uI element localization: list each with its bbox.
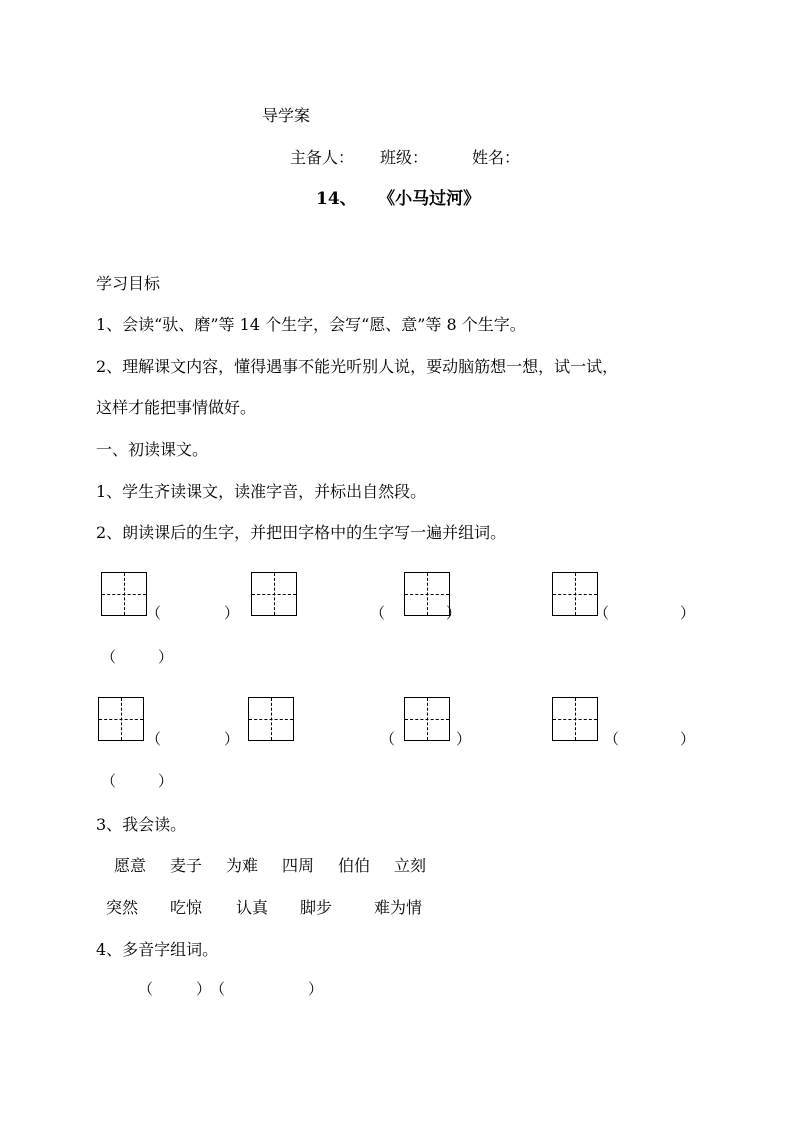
step-1: 1、学生齐读课文，读准字音，并标出自然段。: [96, 482, 427, 501]
paren-close: ）: [680, 730, 696, 748]
name-label: 姓名：: [472, 148, 521, 167]
paren-close: ）: [680, 604, 696, 622]
paren-open: （: [380, 730, 396, 748]
paren-close: ）: [224, 730, 240, 748]
step-4: 4、多音字组词。: [96, 940, 219, 959]
word: 麦子: [170, 856, 203, 875]
paren-close: ）: [158, 772, 174, 790]
preparer-label: 主备人：: [290, 148, 355, 167]
tianzige-box[interactable]: [248, 697, 294, 741]
word: 难为情: [374, 898, 423, 917]
paren-close: ）: [308, 980, 324, 998]
paren-close: ）: [158, 648, 174, 666]
paren-open: （: [594, 604, 610, 622]
word: 突然: [106, 898, 139, 917]
word: 认真: [236, 898, 269, 917]
paren-open: （: [101, 772, 117, 790]
step-3: 3、我会读。: [96, 815, 187, 834]
lesson-number: 14、: [316, 189, 357, 209]
word: 愿意: [114, 856, 147, 875]
paren-open: （: [101, 648, 117, 666]
tianzige-box[interactable]: [251, 572, 297, 616]
paren-open: （: [210, 980, 226, 998]
word: 四周: [282, 856, 315, 875]
tianzige-box[interactable]: [404, 697, 450, 741]
paren-open: （: [604, 730, 620, 748]
objective-2-line-2: 这样才能把事情做好。: [96, 398, 257, 417]
word: 伯伯: [338, 856, 371, 875]
tianzige-box[interactable]: [98, 697, 144, 741]
lesson-name: 《小马过河》: [386, 189, 481, 209]
paren-open: （: [138, 980, 154, 998]
word: 立刻: [394, 856, 427, 875]
info-line: [290, 148, 520, 168]
tianzige-box[interactable]: [552, 572, 598, 616]
objective-1: 1、会读“驮、磨”等 14 个生字，会写“愿、意”等 8 个生字。: [96, 315, 526, 334]
paren-open: （: [370, 604, 386, 622]
document-type-title: 导学案: [262, 106, 311, 125]
tianzige-box[interactable]: [101, 572, 147, 616]
paren-open: （: [146, 604, 162, 622]
tianzige-box[interactable]: [552, 697, 598, 741]
word: 脚步: [300, 898, 333, 917]
paren-close: ）: [224, 604, 240, 622]
step-2: 2、朗读课后的生字，并把田字格中的生字写一遍并组词。: [96, 523, 507, 542]
section-1-heading: 一、初读课文。: [96, 440, 209, 459]
objectives-heading: 学习目标: [96, 274, 161, 293]
word: 为难: [226, 856, 259, 875]
paren-close: ）: [456, 730, 472, 748]
tianzige-box[interactable]: [404, 572, 450, 616]
class-label: 班级：: [380, 148, 429, 167]
lesson-title: [316, 189, 480, 209]
word: 吃惊: [170, 898, 203, 917]
paren-open: （: [146, 730, 162, 748]
paren-close: ）: [446, 604, 462, 622]
objective-2-line-1: 2、理解课文内容，懂得遇事不能光听别人说，要动脑筋想一想，试一试，: [96, 357, 619, 376]
paren-close: ）: [196, 980, 212, 998]
